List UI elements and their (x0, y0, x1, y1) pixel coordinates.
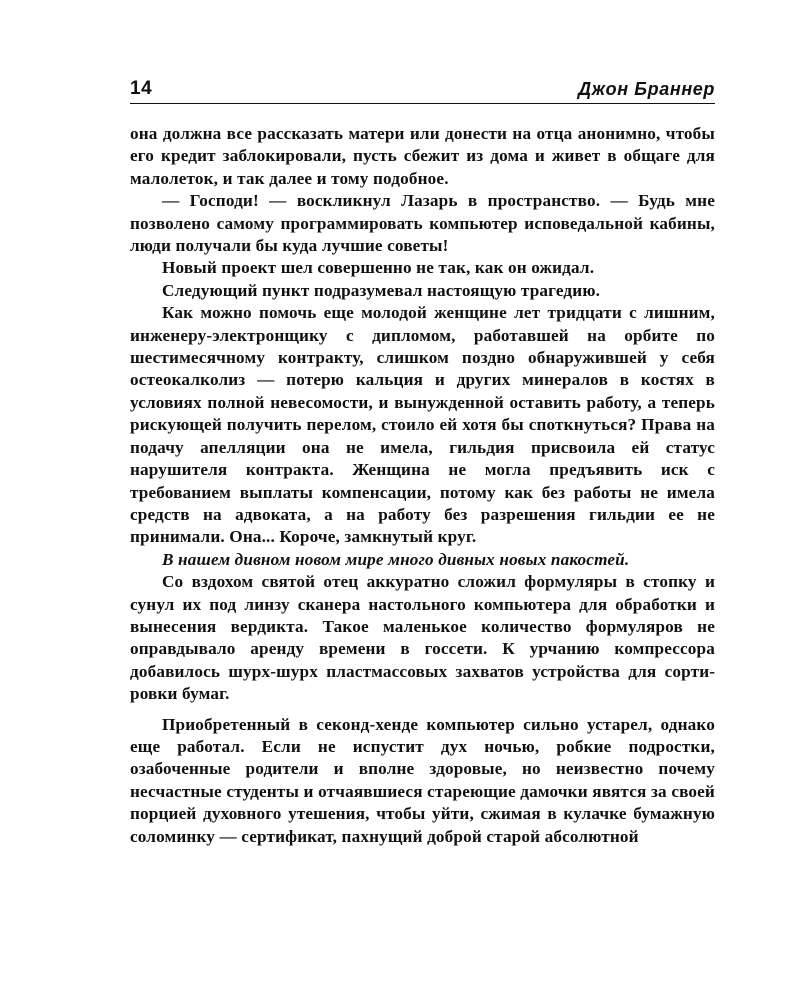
paragraph: Приобретенный в секонд-хенде компьютер сильно устарел, однако еще работал. Если не испустит дух ночью, робкие подростки, озабоченные родители и вполне здоровые, но неизвестно почему несчастные студенты и отчаявшиеся стареющие дамочки явятся за своей порцией духовного утешения, чтобы уйти, сжимая в кулачке бумажную соломинку — сертификат, пахнущий доброй старой абсолютной (130, 714, 715, 846)
paragraph-continuation: она должна все рассказать матери или донести на отца анонимно, чтобы его кредит заблокировали, пусть сбежит из дома и живет в общаге для малолеток, и так далее и тому подобное. (130, 124, 715, 188)
running-header (130, 72, 715, 104)
book-page (130, 72, 715, 848)
running-title-author: Джон Браннер (578, 79, 715, 99)
body-text (130, 123, 715, 848)
paragraph-italic-thought: В нашем дивном новом мире много дивных новых пакостей. (162, 549, 630, 569)
paragraph: Новый проект шел совершенно не так, как он ожидал. (162, 258, 595, 278)
paragraph-dialogue: — Господи! — воскликнул Лазарь в пространство. — Будь мне позволено самому программировать компьютер исповедальной кабины, люди получали бы куда лучшие советы! (130, 191, 715, 256)
paragraph: Следующий пункт подразумевал настоящую трагедию. (162, 280, 601, 300)
paragraph: Со вздохом святой отец аккуратно сложил формуляры в стопку и сунул их под линзу сканера настольного компьютера для обработки и вынесения вердикта. Такое маленькое количество формуляров не оправдывало аренду времени в госсети. К урчанию компрессора добавилось шурх-шурх пластмассовых захватов устройства для сортировки бумаг. (130, 572, 715, 704)
page-number: 14 (130, 78, 153, 99)
paragraph: Как можно помочь еще молодой женщине лет тридцати с лишним, инженеру-электронщику с дипломом, работавшей на орбите по шестимесячному контракту, слишком поздно обнаружившей у себя остеокалколиз — потерю кальция и других минералов в костях в условиях полной невесомости, и вынужденной оставить работу, а теперь рискующей получить перелом, стоило ей хотя бы споткнуться? Права на подачу апелляции она не имела, гильдия присвоила ей статус нарушителя контракта. Женщина не могла предъявить иск с требованием выплаты компенсации, потому как без работы не имела средств на адвоката, а на работу без разрешения гильдии ее не принимали. Она... Короче, замкнутый круг. (130, 303, 715, 547)
